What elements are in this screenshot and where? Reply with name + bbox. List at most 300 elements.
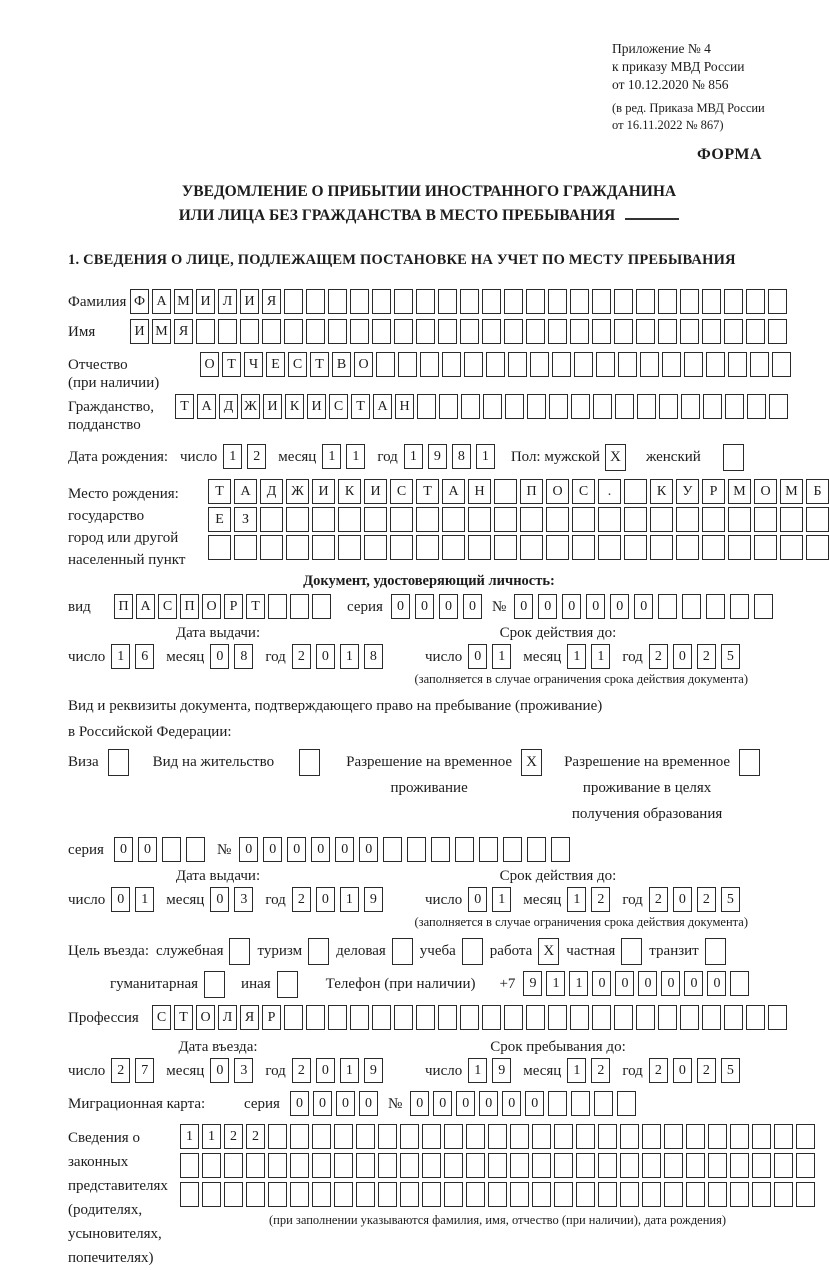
char-box <box>350 319 369 344</box>
char-box: И <box>263 394 282 419</box>
purpose-label: Цель въезда: <box>68 943 149 959</box>
char-box: С <box>329 394 348 419</box>
residence-issue-date: число 0 1 месяц 0 3 год 2 0 1 9 <box>68 887 425 912</box>
char-box <box>378 1182 397 1207</box>
char-box <box>570 319 589 344</box>
char-box <box>224 1153 243 1178</box>
char-box <box>510 1124 529 1149</box>
char-box <box>526 319 545 344</box>
doc-series-label: серия <box>347 599 383 615</box>
profession-boxes <box>152 1005 787 1030</box>
char-box: 0 <box>673 644 692 669</box>
char-box: Н <box>395 394 414 419</box>
char-box <box>706 594 725 619</box>
char-box <box>284 289 303 314</box>
char-box <box>636 319 655 344</box>
char-box: 1 <box>492 887 511 912</box>
doc-dates-row <box>68 644 790 669</box>
char-box <box>422 1153 441 1178</box>
char-box <box>350 289 369 314</box>
char-box <box>598 1124 617 1149</box>
char-box: 0 <box>634 594 653 619</box>
char-box <box>702 507 725 532</box>
doc-expiry-date: число 0 1 месяц 1 1 год 2 0 2 5 <box>425 644 752 669</box>
char-box <box>417 394 436 419</box>
char-box <box>728 535 751 560</box>
char-box <box>702 289 721 314</box>
char-box <box>617 1091 636 1116</box>
doc-expiry-day-boxes <box>468 644 511 669</box>
char-box: В <box>332 352 351 377</box>
purpose-option: работа X <box>490 938 560 965</box>
entry-date-heading: Дата въезда: <box>178 1039 258 1055</box>
surname-boxes <box>130 289 787 314</box>
char-box: О <box>754 479 777 504</box>
char-box <box>505 394 524 419</box>
char-box: 1 <box>180 1124 199 1149</box>
char-box <box>659 394 678 419</box>
char-box: К <box>650 479 673 504</box>
stay-month-boxes <box>567 1058 610 1083</box>
char-box <box>416 319 435 344</box>
appendix-line: от 10.12.2020 № 856 <box>612 77 729 92</box>
char-box: 3 <box>234 1058 253 1083</box>
doc-issue-day-boxes <box>111 644 154 669</box>
char-box <box>482 319 501 344</box>
char-box <box>444 1182 463 1207</box>
birth-date-label: Дата рождения: <box>68 449 169 465</box>
char-box: 2 <box>292 644 311 669</box>
char-box: С <box>158 594 177 619</box>
char-box <box>637 394 656 419</box>
char-box: Л <box>218 1005 237 1030</box>
char-box <box>570 1005 589 1030</box>
char-box <box>162 837 181 862</box>
char-box: Т <box>175 394 194 419</box>
char-box: 0 <box>316 887 335 912</box>
form-title-line1: УВЕДОМЛЕНИЕ О ПРИБЫТИИ ИНОСТРАННОГО ГРАЖДАНИНА <box>181 183 677 200</box>
birth-place-block <box>68 479 822 571</box>
residence-series-boxes <box>114 837 205 862</box>
char-box <box>268 1153 287 1178</box>
char-box <box>752 1153 771 1178</box>
char-box: 0 <box>638 971 657 996</box>
char-box <box>246 1153 265 1178</box>
char-box <box>416 1005 435 1030</box>
purpose-option: учеба <box>420 938 483 965</box>
char-box <box>312 1182 331 1207</box>
char-box <box>328 289 347 314</box>
char-box <box>460 289 479 314</box>
char-box <box>730 1153 749 1178</box>
char-box: Р <box>702 479 725 504</box>
migration-series-label: серия <box>244 1096 280 1112</box>
char-box <box>680 319 699 344</box>
char-box <box>527 394 546 419</box>
patronymic-row <box>68 352 790 392</box>
appendix-line: Приложение № 4 <box>612 41 711 56</box>
char-box: 9 <box>523 971 542 996</box>
sex-male-label: Пол: мужской <box>510 449 600 465</box>
char-box <box>394 1005 413 1030</box>
char-box <box>636 1005 655 1030</box>
char-box <box>422 1182 441 1207</box>
char-box <box>642 1182 661 1207</box>
char-box: Л <box>218 289 237 314</box>
char-box: 0 <box>336 1091 355 1116</box>
birth-year-boxes <box>404 444 495 469</box>
char-box: А <box>234 479 257 504</box>
char-box: Я <box>174 319 193 344</box>
purpose-checkbox <box>462 938 483 965</box>
doc-expiry-month-boxes <box>567 644 610 669</box>
doc-issue-year-boxes <box>292 644 383 669</box>
char-box <box>682 594 701 619</box>
residence-number-boxes <box>239 837 570 862</box>
char-box <box>551 837 570 862</box>
doc-number-label: № <box>491 599 507 615</box>
char-box <box>598 1153 617 1178</box>
char-box <box>774 1182 793 1207</box>
char-box: 0 <box>359 837 378 862</box>
char-box <box>620 1153 639 1178</box>
char-box: 9 <box>428 444 447 469</box>
char-box: 0 <box>263 837 282 862</box>
residence-doc-intro1: Вид и реквизиты документа, подтверждающего право на пребывание (проживание) <box>68 698 603 714</box>
residence-doc-intro2: в Российской Федерации: <box>68 724 232 740</box>
residence-issue-heading: Дата выдачи: <box>175 868 261 884</box>
char-box: 7 <box>135 1058 154 1083</box>
appendix-note <box>612 40 790 134</box>
char-box <box>372 289 391 314</box>
char-box: 0 <box>335 837 354 862</box>
purpose-checkbox: X <box>538 938 559 965</box>
char-box <box>334 1153 353 1178</box>
char-box <box>196 319 215 344</box>
doc-expiry-year-boxes <box>649 644 740 669</box>
char-box <box>438 1005 457 1030</box>
char-box: 2 <box>697 644 716 669</box>
char-box <box>664 1182 683 1207</box>
sex-female-checkbox <box>723 444 744 471</box>
char-box <box>780 535 803 560</box>
char-box <box>706 352 725 377</box>
char-box <box>746 289 765 314</box>
char-box <box>548 1091 567 1116</box>
char-box: 0 <box>586 594 605 619</box>
doc-issue-date: число 1 6 месяц 0 8 год 2 0 1 8 <box>68 644 425 669</box>
char-box: И <box>364 479 387 504</box>
char-box <box>658 594 677 619</box>
char-box: Д <box>260 479 283 504</box>
char-box <box>752 1182 771 1207</box>
char-box <box>620 1182 639 1207</box>
char-box <box>407 837 426 862</box>
char-box <box>306 1005 325 1030</box>
representatives-label: Сведения о законных представителях (родителях, усыновителях, попечителях) <box>68 1130 168 1266</box>
char-box: 0 <box>359 1091 378 1116</box>
char-box: 0 <box>391 594 410 619</box>
char-box <box>390 535 413 560</box>
char-box <box>708 1182 727 1207</box>
char-box <box>768 319 787 344</box>
char-box <box>532 1153 551 1178</box>
char-box <box>439 394 458 419</box>
char-box <box>650 535 673 560</box>
residence-expiry-month-boxes <box>567 887 610 912</box>
char-box: П <box>180 594 199 619</box>
profession-label: Профессия <box>68 1010 139 1026</box>
char-box: С <box>288 352 307 377</box>
char-box <box>268 1182 287 1207</box>
migration-number-label: № <box>387 1096 403 1112</box>
char-box: 0 <box>468 887 487 912</box>
migration-card-row <box>68 1091 790 1116</box>
char-box <box>460 319 479 344</box>
purpose-option: деловая <box>336 938 413 965</box>
char-box: 2 <box>649 644 668 669</box>
char-box: 0 <box>615 971 634 996</box>
section1-heading: 1. СВЕДЕНИЯ О ЛИЦЕ, ПОДЛЕЖАЩЕМ ПОСТАНОВКЕ НА УЧЕТ ПО МЕСТУ ПРЕБЫВАНИЯ <box>68 252 736 268</box>
purpose-checkbox <box>229 938 250 965</box>
residence-dates-row <box>68 887 790 912</box>
char-box <box>686 1182 705 1207</box>
char-box <box>686 1153 705 1178</box>
representatives-boxes-row1 <box>180 1124 815 1149</box>
char-box <box>444 1124 463 1149</box>
char-box <box>730 1124 749 1149</box>
residence-issue-month-boxes <box>210 887 253 912</box>
char-box <box>356 1182 375 1207</box>
char-box <box>290 1182 309 1207</box>
residence-series-row <box>68 837 790 862</box>
char-box: П <box>114 594 133 619</box>
char-box: 5 <box>721 1058 740 1083</box>
char-box <box>702 319 721 344</box>
char-box <box>571 394 590 419</box>
char-box: 1 <box>546 971 565 996</box>
char-box: 0 <box>433 1091 452 1116</box>
char-box <box>546 507 569 532</box>
doc-expiry-note: (заполняется в случае ограничения срока действия документа) <box>414 672 748 686</box>
char-box: Т <box>416 479 439 504</box>
representatives-note: (при заполнении указываются фамилия, имя, отчество (при наличии), дата рождения) <box>268 1213 727 1227</box>
char-box <box>772 352 791 377</box>
temp-residence-option <box>346 749 542 801</box>
char-box: С <box>390 479 413 504</box>
char-box <box>746 319 765 344</box>
char-box <box>486 352 505 377</box>
char-box <box>546 535 569 560</box>
char-box <box>334 1182 353 1207</box>
char-box: И <box>312 479 335 504</box>
char-box <box>774 1124 793 1149</box>
char-box <box>681 394 700 419</box>
char-box <box>510 1182 529 1207</box>
char-box <box>554 1182 573 1207</box>
char-box: Ф <box>130 289 149 314</box>
char-box: О <box>354 352 373 377</box>
char-box <box>464 352 483 377</box>
char-box: 0 <box>673 1058 692 1083</box>
temp-residence-checkbox: X <box>521 749 542 776</box>
char-box <box>290 1124 309 1149</box>
char-box: Ч <box>244 352 263 377</box>
char-box <box>746 1005 765 1030</box>
char-box <box>615 394 634 419</box>
char-box <box>554 1153 573 1178</box>
char-box <box>488 1124 507 1149</box>
char-box <box>180 1182 199 1207</box>
char-box: 1 <box>223 444 242 469</box>
char-box <box>549 394 568 419</box>
char-box: А <box>152 289 171 314</box>
char-box: 2 <box>591 887 610 912</box>
char-box: Е <box>208 507 231 532</box>
char-box: А <box>197 394 216 419</box>
purpose-option: гуманитарная <box>110 971 225 998</box>
char-box <box>260 535 283 560</box>
char-box <box>483 394 502 419</box>
char-box <box>768 289 787 314</box>
char-box <box>618 352 637 377</box>
char-box <box>532 1124 551 1149</box>
char-box <box>444 1153 463 1178</box>
char-box: 0 <box>316 644 335 669</box>
day-label: число <box>180 449 218 465</box>
char-box: 0 <box>138 837 157 862</box>
purpose-option: туризм <box>257 938 329 965</box>
char-box: 0 <box>316 1058 335 1083</box>
identity-doc-kind-row <box>68 594 790 619</box>
char-box <box>202 1182 221 1207</box>
char-box: 8 <box>452 444 471 469</box>
char-box: 2 <box>292 887 311 912</box>
char-box <box>466 1182 485 1207</box>
char-box <box>508 352 527 377</box>
doc-kind-label: вид <box>68 599 91 615</box>
char-box <box>312 1153 331 1178</box>
char-box: 9 <box>364 1058 383 1083</box>
char-box <box>488 1153 507 1178</box>
month-label: месяц <box>278 449 317 465</box>
char-box <box>708 1124 727 1149</box>
char-box <box>394 289 413 314</box>
char-box <box>806 535 829 560</box>
char-box: 2 <box>697 1058 716 1083</box>
birth-place-boxes-row3 <box>208 535 829 560</box>
char-box: 0 <box>538 594 557 619</box>
birth-day-boxes <box>223 444 266 469</box>
char-box <box>594 1091 613 1116</box>
char-box <box>658 319 677 344</box>
char-box: 0 <box>661 971 680 996</box>
doc-issue-heading: Дата выдачи: <box>175 625 261 641</box>
char-box: 0 <box>592 971 611 996</box>
temp-residence-edu-option <box>564 749 760 827</box>
char-box: О <box>546 479 569 504</box>
char-box <box>796 1124 815 1149</box>
char-box <box>378 1153 397 1178</box>
char-box <box>548 1005 567 1030</box>
patronymic-boxes <box>200 352 791 377</box>
char-box <box>420 352 439 377</box>
char-box <box>284 319 303 344</box>
char-box: 0 <box>610 594 629 619</box>
residence-number-label: № <box>216 842 232 858</box>
char-box: 1 <box>567 644 586 669</box>
char-box <box>642 1124 661 1149</box>
char-box: 1 <box>492 644 511 669</box>
char-box <box>702 535 725 560</box>
char-box <box>383 837 402 862</box>
char-box <box>246 1182 265 1207</box>
residence-expiry-year-boxes <box>649 887 740 912</box>
char-box <box>312 535 335 560</box>
residence-permit-option <box>153 749 320 776</box>
temp-residence-label: Разрешение на временное проживание <box>346 754 513 796</box>
char-box: 2 <box>591 1058 610 1083</box>
char-box: 1 <box>322 444 341 469</box>
appendix-line: к приказу МВД России <box>612 59 745 74</box>
char-box <box>364 507 387 532</box>
char-box: М <box>152 319 171 344</box>
char-box: С <box>152 1005 171 1030</box>
char-box: 1 <box>567 887 586 912</box>
char-box <box>422 1124 441 1149</box>
char-box: И <box>196 289 215 314</box>
char-box: 8 <box>234 644 253 669</box>
visa-checkbox <box>108 749 129 776</box>
char-box <box>526 289 545 314</box>
visa-label: Виза <box>68 754 99 770</box>
char-box <box>306 289 325 314</box>
doc-kind-boxes <box>114 594 331 619</box>
birth-month-boxes <box>322 444 365 469</box>
char-box <box>328 1005 347 1030</box>
char-box <box>438 319 457 344</box>
char-box: 0 <box>210 887 229 912</box>
char-box: Т <box>310 352 329 377</box>
phone-prefix: +7 <box>499 976 516 992</box>
entry-stay-dates-row <box>68 1058 790 1083</box>
char-box: Я <box>262 289 281 314</box>
char-box <box>218 319 237 344</box>
char-box: 1 <box>468 1058 487 1083</box>
edition-line: от 16.11.2022 № 867) <box>612 118 724 132</box>
citizenship-label: Гражданство, подданство <box>68 399 155 433</box>
char-box: 0 <box>468 644 487 669</box>
char-box: Я <box>240 1005 259 1030</box>
char-box <box>338 507 361 532</box>
char-box <box>394 319 413 344</box>
char-box: 2 <box>111 1058 130 1083</box>
char-box: 0 <box>562 594 581 619</box>
char-box: 0 <box>502 1091 521 1116</box>
char-box <box>488 1182 507 1207</box>
char-box <box>680 289 699 314</box>
char-box <box>284 1005 303 1030</box>
char-box <box>460 1005 479 1030</box>
doc-expiry-heading: Срок действия до: <box>499 625 617 641</box>
char-box <box>286 507 309 532</box>
char-box <box>180 1153 199 1178</box>
form-label: ФОРМА <box>696 146 762 163</box>
char-box <box>554 1124 573 1149</box>
char-box <box>754 507 777 532</box>
char-box <box>378 1124 397 1149</box>
char-box: А <box>373 394 392 419</box>
